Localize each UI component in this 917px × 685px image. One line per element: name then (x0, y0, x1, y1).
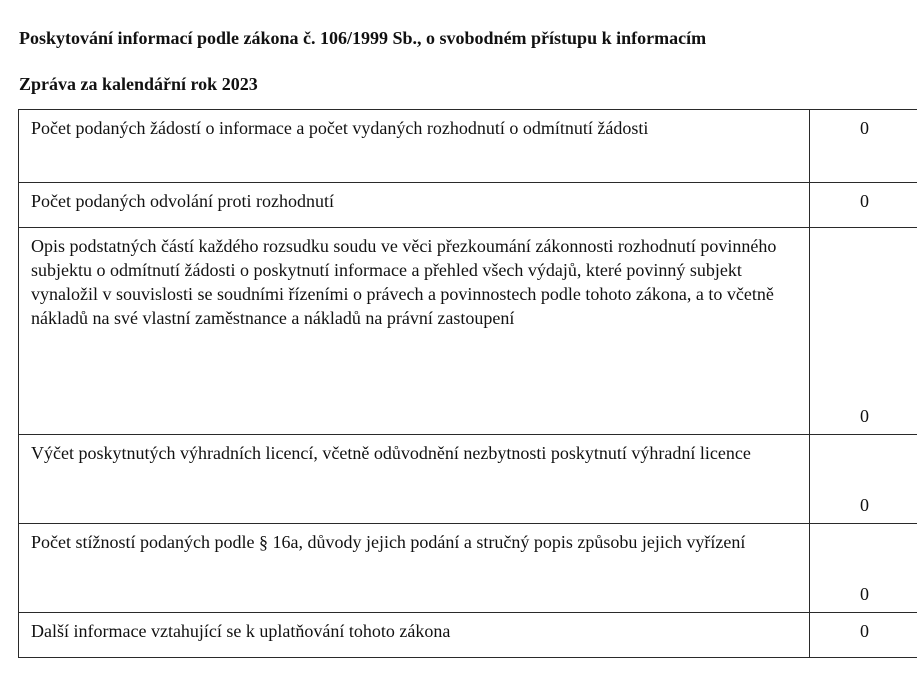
document-title: Poskytování informací podle zákona č. 106/1999 Sb., o svobodném přístupu k informacím (19, 28, 707, 48)
row-value: 0 (860, 584, 869, 604)
report-table (18, 109, 917, 658)
row-description: Počet podaných žádostí o informace a počet vydaných rozhodnutí o odmítnutí žádosti (19, 110, 810, 183)
row-value-cell (810, 435, 917, 524)
table-row (19, 228, 917, 435)
row-value-cell (810, 524, 917, 613)
row-value: 0 (860, 621, 869, 641)
row-description: Další informace vztahující se k uplatňování tohoto zákona (19, 613, 810, 658)
row-value: 0 (860, 406, 869, 426)
row-description: Počet podaných odvolání proti rozhodnutí (19, 183, 810, 228)
row-description: Výčet poskytnutých výhradních licencí, včetně odůvodnění nezbytnosti poskytnutí výhradní licence (19, 435, 810, 524)
row-value: 0 (860, 495, 869, 515)
table-row (19, 110, 917, 183)
row-value-cell (810, 183, 917, 228)
row-value: 0 (860, 191, 869, 211)
table-row (19, 435, 917, 524)
table-row (19, 183, 917, 228)
row-value-cell (810, 613, 917, 658)
row-value: 0 (860, 118, 869, 138)
table-row (19, 613, 917, 658)
document-subtitle: Zpráva za kalendářní rok 2023 (19, 74, 258, 94)
row-value-cell (810, 228, 917, 435)
row-description: Opis podstatných částí každého rozsudku soudu ve věci přezkoumání zákonnosti rozhodnutí povinného subjektu o odmítnutí žádosti o poskytnutí informace a přehled všech výdajů, které povinný subjekt vynaložil v souvislosti se soudními řízeními o právech a povinnostech podle tohoto zákona, a to včetně nákladů na své vlastní zaměstnance a nákladů na právní zastoupení (19, 228, 810, 435)
row-value-cell (810, 110, 917, 183)
row-description: Počet stížností podaných podle § 16a, důvody jejich podání a stručný popis způsobu jejich vyřízení (19, 524, 810, 613)
table-row (19, 524, 917, 613)
